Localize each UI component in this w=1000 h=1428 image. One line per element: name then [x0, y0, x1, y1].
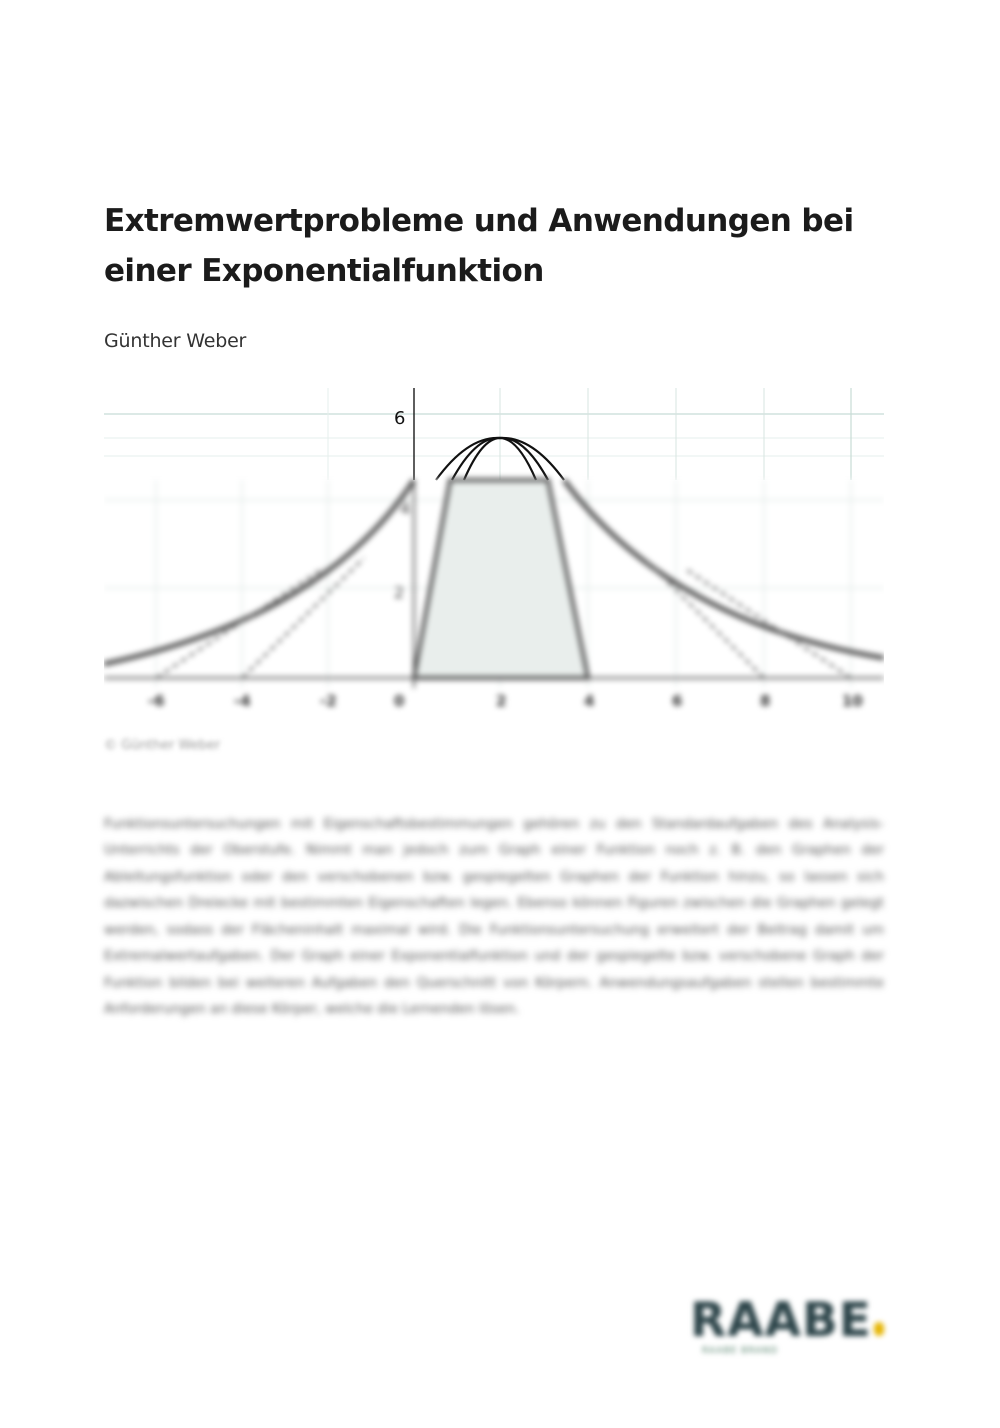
logo-accent-mark [874, 1322, 884, 1336]
x-tick-label: -6 [148, 692, 165, 710]
y-axis-label-top: 6 [394, 408, 406, 429]
function-graph-svg [104, 388, 884, 718]
y-axis-label-low: 2 [394, 583, 405, 602]
function-graph-figure [104, 388, 884, 718]
author-name: Günther Weber [104, 330, 247, 352]
raabe-logo [690, 1293, 900, 1366]
figure-caption: © Günther Weber [104, 738, 221, 753]
document-title [104, 196, 904, 296]
x-tick-label: -4 [234, 692, 251, 710]
logo-wordmark [690, 1293, 900, 1348]
x-tick-label: 10 [842, 692, 863, 710]
y-axis-label-mid: 4 [400, 499, 411, 518]
title-line-2: einer Exponentialfunktion [104, 253, 544, 289]
x-tick-label: -2 [320, 692, 337, 710]
x-tick-label: 4 [584, 692, 595, 710]
title-line-1: Extremwertprobleme und Anwendungen bei [104, 203, 854, 239]
abstract-text: Funktionsuntersuchungen mit Eigenschaftsbestimmungen gehören zu den Standardaufgaben des Analysis-Unterrichts der Oberstufe. Nimmt man jedoch zum Graph einer Funktion noch z. B. den Graphen der Ableitungsfunktion oder den verschobenen bzw. gespiegelten Graphen der Funktion hinzu, so lassen sich dazwischen Dreiecke mit bestimmten Eigenschaften legen. Ebenso können Figuren zwischen die Graphen gelegt werden, sodass der Flächeninhalt maximal wird. Die Funktionsuntersuchung erweitert der Beitrag damit um Extremalwertaufgaben. Der Graph einer Exponentialfunktion und der gespiegelte bzw. verschobene Graph der Funktion bilden bei weiteren Aufgaben den Querschnitt von Körpern. Anwendungsaufgaben stellen bestimmte Anforderungen an diese Körper, welche die Lernenden lösen. [104, 815, 884, 1018]
x-tick-label: 0 [394, 692, 405, 710]
graph-blurred-region [104, 480, 884, 718]
x-tick-label: 6 [672, 692, 683, 710]
logo-subline: RAABE BRAND [702, 1346, 779, 1356]
graph-grid-top [104, 388, 884, 480]
logo-word-text: RAABE [690, 1293, 872, 1348]
x-tick-label: 2 [496, 692, 507, 710]
x-tick-label: 8 [760, 692, 771, 710]
